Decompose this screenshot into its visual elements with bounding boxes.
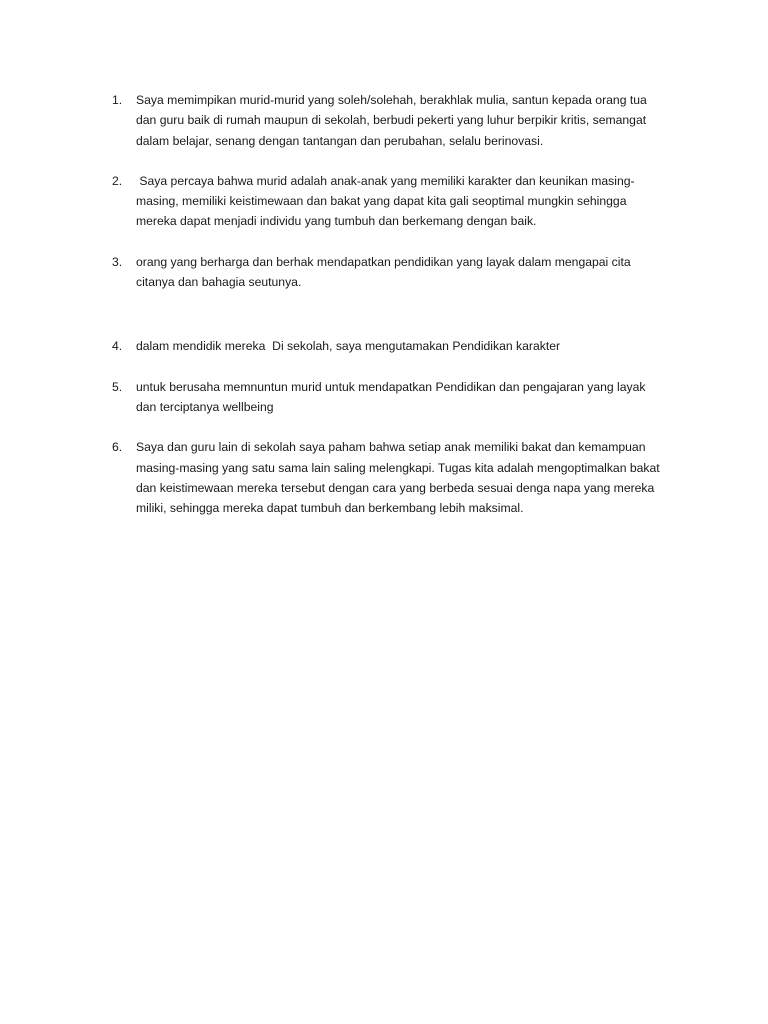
list-text-line: Saya memimpikan murid-murid yang soleh/solehah, berakhlak mulia, santun kepada orang tua (136, 93, 647, 107)
list-text-line: dalam mendidik mereka Di sekolah, saya mengutamakan Pendidikan karakter (136, 339, 561, 354)
list-text-line: miliki, sehingga mereka dapat tumbuh dan berkembang lebih maksimal. (136, 501, 524, 516)
list-text-line: dalam belajar, senang dengan tantangan dan perubahan, selalu berinovasi. (136, 133, 544, 148)
list-text-line: Saya dan guru lain di sekolah saya paham bahwa setiap anak memiliki bakat dan kemampuan (136, 440, 646, 455)
numbered-list (112, 90, 672, 538)
list-text-line: dan terciptanya wellbeing (136, 399, 274, 414)
list-number: 5. (112, 379, 123, 394)
list-text-line: citanya dan bahagia seutunya. (136, 275, 302, 290)
list-number: 1. (112, 93, 123, 107)
list-text-line: masing, memiliki keistimewaan dan bakat yang dapat kita gali seoptimal mungkin sehingga (136, 194, 627, 209)
list-text-line: dan keistimewaan mereka tersebut dengan cara yang berbeda sesuai denga napa yang mereka (136, 480, 655, 495)
list-item (112, 437, 672, 518)
list-number: 6. (112, 440, 123, 455)
list-number: 4. (112, 339, 123, 354)
list-number: 3. (112, 254, 123, 269)
list-text-line: dan guru baik di rumah maupun di sekolah, berbudi pekerti yang luhur berpikir kritis, semangat (136, 113, 647, 128)
list-item (112, 336, 672, 356)
list-text-line: Saya percaya bahwa murid adalah anak-anak yang memiliki karakter dan keunikan masing- (136, 173, 635, 188)
list-item (112, 377, 672, 418)
list-text-line: mereka dapat menjadi individu yang tumbuh dan berkemang dengan baik. (136, 214, 537, 229)
list-text-line: masing-masing yang satu sama lain saling melengkapi. Tugas kita adalah mengoptimalkan bakat (136, 460, 660, 475)
list-item (112, 171, 672, 232)
list-item (112, 90, 672, 151)
list-number: 2. (112, 173, 123, 188)
list-item (112, 252, 672, 293)
list-text-line: untuk berusaha memnuntun murid untuk mendapatkan Pendidikan dan pengajaran yang layak (136, 379, 646, 394)
list-text-line: orang yang berharga dan berhak mendapatkan pendidikan yang layak dalam mengapai cita (136, 254, 631, 269)
